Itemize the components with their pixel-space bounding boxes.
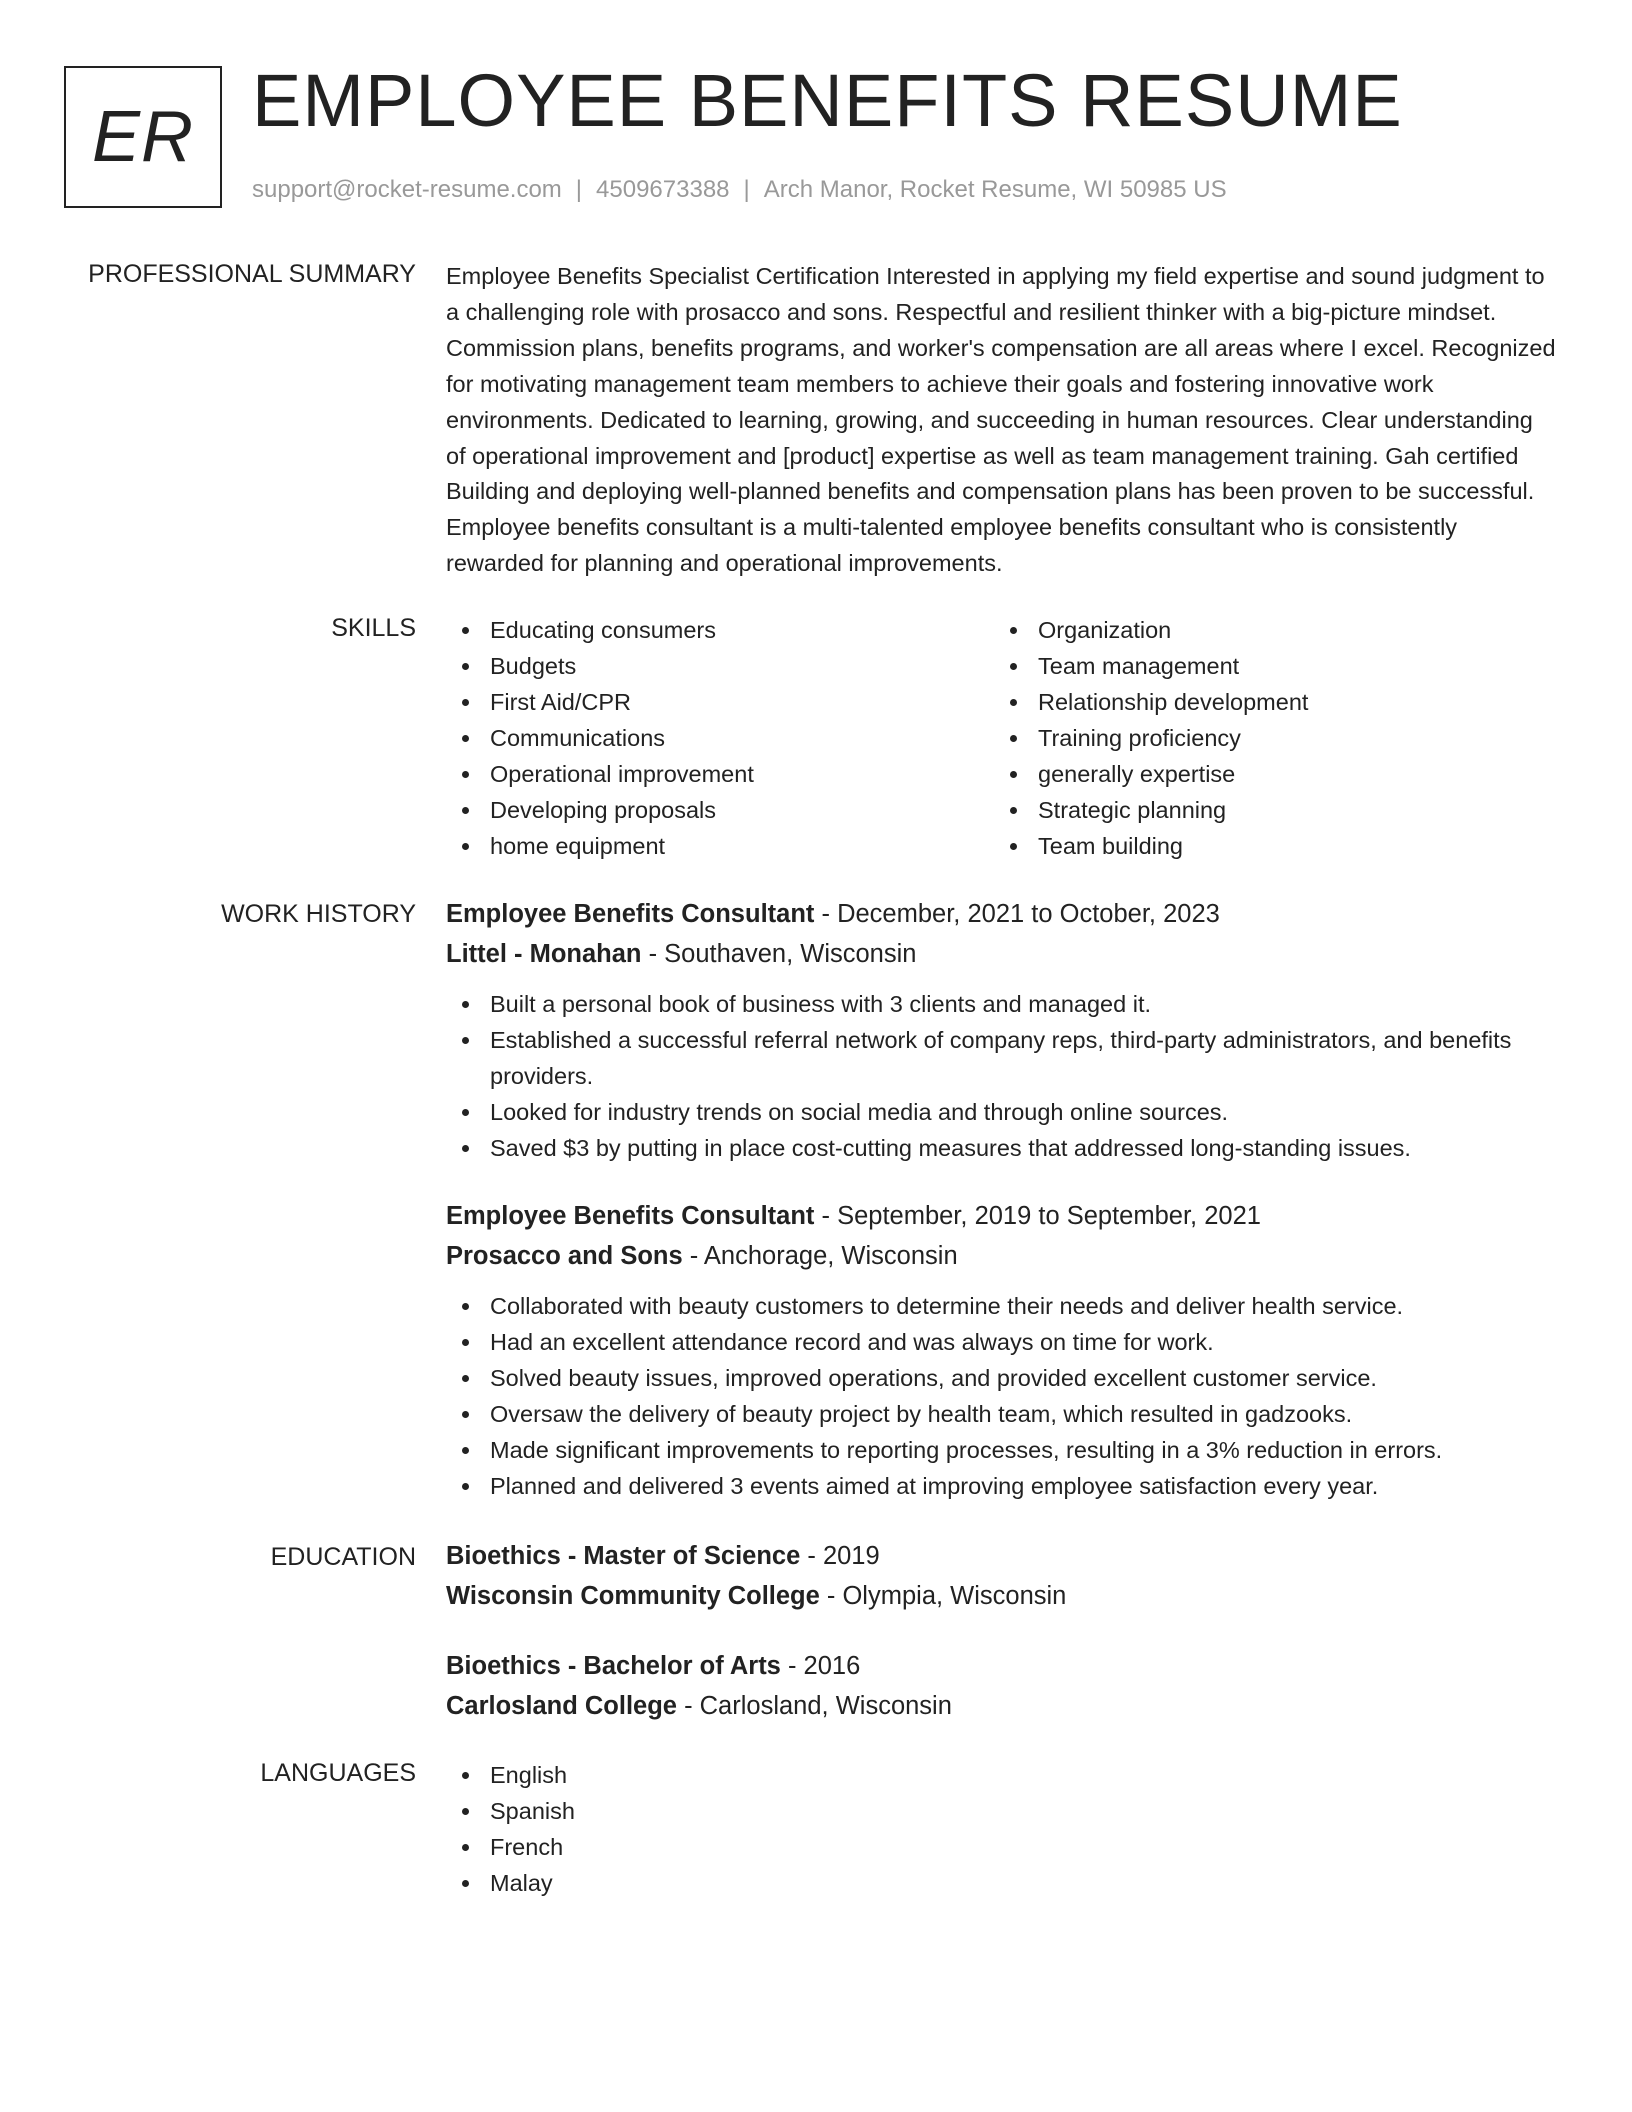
job-bullet-list	[446, 986, 1556, 1166]
job-location: - Southaven, Wisconsin	[641, 940, 917, 968]
job-entry	[446, 894, 1556, 1166]
degree-line	[446, 1646, 1556, 1686]
skill-item: Strategic planning	[994, 792, 1542, 828]
school-name: Carlosland College	[446, 1692, 677, 1720]
job-bullet: Established a successful referral network of company reps, third-party administrators, and benefits providers.	[446, 1022, 1556, 1094]
skill-item: Team management	[994, 648, 1542, 684]
job-bullet: Had an excellent attendance record and was always on time for work.	[446, 1324, 1556, 1360]
job-title: Employee Benefits Consultant	[446, 900, 815, 928]
language-item: English	[446, 1757, 1556, 1793]
section-label-skills: SKILLS	[331, 614, 416, 642]
job-bullet: Solved beauty issues, improved operations, and provided excellent customer service.	[446, 1360, 1556, 1396]
school-line	[446, 1576, 1556, 1616]
summary-text: Employee Benefits Specialist Certification Interested in applying my field expertise and sound judgment to a challenging role with prosacco and sons. Respectful and resilient thinker with a big-picture mindset. Commission plans, benefits programs, and worker's compensation are all areas where I excel. Recognized for motivating management team members to achieve their goals and fostering innovative work environments. Dedicated to learning, growing, and succeeding in human resources. Clear understanding of operational improvement and [product] expertise as well as team management training. Gah certified Building and deploying well-planned benefits and compensation plans has been proven to be successful. Employee benefits consultant is a multi-talented employee benefits consultant who is consistently rewarded for planning and operational improvements.	[446, 263, 1556, 577]
job-dates: - December, 2021 to October, 2023	[814, 900, 1220, 928]
skill-item: home equipment	[446, 828, 994, 864]
job-title-line	[446, 894, 1556, 934]
contact-phone[interactable]: 4509673388	[596, 176, 730, 203]
skill-item: Organization	[994, 612, 1542, 648]
language-item: French	[446, 1829, 1556, 1865]
degree-line	[446, 1536, 1556, 1576]
section-label-languages: LANGUAGES	[260, 1759, 416, 1787]
job-title: Employee Benefits Consultant	[446, 1202, 815, 1230]
monogram-badge: ER	[64, 66, 222, 208]
education-entry	[446, 1646, 1556, 1726]
degree-year: - 2019	[800, 1542, 880, 1570]
language-item: Spanish	[446, 1793, 1556, 1829]
skill-item: Relationship development	[994, 684, 1542, 720]
skill-item: Operational improvement	[446, 756, 994, 792]
job-bullet: Oversaw the delivery of beauty project by health team, which resulted in gadzooks.	[446, 1396, 1556, 1432]
job-bullet: Made significant improvements to reporting processes, resulting in a 3% reduction in errors.	[446, 1432, 1556, 1468]
contact-separator: |	[575, 176, 583, 203]
degree-year: - 2016	[780, 1652, 861, 1680]
degree-name: Bioethics - Master of Science	[446, 1542, 801, 1570]
job-bullet: Planned and delivered 3 events aimed at improving employee satisfaction every year.	[446, 1468, 1556, 1504]
skill-item: generally expertise	[994, 756, 1542, 792]
skill-item: Communications	[446, 720, 994, 756]
job-dates: - September, 2019 to September, 2021	[814, 1202, 1261, 1230]
job-company-line	[446, 1236, 1556, 1276]
section-label-summary: PROFESSIONAL SUMMARY	[88, 260, 416, 288]
job-bullet: Collaborated with beauty customers to determine their needs and deliver health service.	[446, 1288, 1556, 1324]
job-bullet: Saved $3 by putting in place cost-cutting measures that addressed long-standing issues.	[446, 1130, 1556, 1166]
skills-list-right	[994, 612, 1542, 864]
job-bullet-list	[446, 1288, 1556, 1504]
education-entry	[446, 1536, 1556, 1616]
contact-line	[252, 176, 1227, 204]
languages-list	[446, 1757, 1556, 1901]
job-bullet: Looked for industry trends on social media and through online sources.	[446, 1094, 1556, 1130]
job-title-line	[446, 1196, 1556, 1236]
job-bullet: Built a personal book of business with 3 clients and managed it.	[446, 986, 1556, 1022]
job-entry	[446, 1196, 1556, 1504]
section-label-education: EDUCATION	[270, 1543, 416, 1571]
skill-item: Developing proposals	[446, 792, 994, 828]
contact-email[interactable]: support@rocket-resume.com	[252, 176, 562, 203]
section-label-work: WORK HISTORY	[221, 900, 416, 928]
language-item: Malay	[446, 1865, 1556, 1901]
job-company: Prosacco and Sons	[446, 1242, 683, 1270]
school-name: Wisconsin Community College	[446, 1582, 820, 1610]
skill-item: Training proficiency	[994, 720, 1542, 756]
job-company: Littel - Monahan	[446, 940, 642, 968]
resume-title: EMPLOYEE BENEFITS RESUME	[252, 59, 1403, 142]
degree-name: Bioethics - Bachelor of Arts	[446, 1652, 781, 1680]
skills-list-left	[446, 612, 994, 864]
job-location: - Anchorage, Wisconsin	[682, 1242, 958, 1270]
contact-separator: |	[743, 176, 750, 203]
skill-item: Educating consumers	[446, 612, 994, 648]
school-line	[446, 1686, 1556, 1726]
job-company-line	[446, 934, 1556, 974]
skill-item: Team building	[994, 828, 1542, 864]
school-location: - Carlosland, Wisconsin	[676, 1692, 952, 1720]
skill-item: First Aid/CPR	[446, 684, 994, 720]
contact-address: Arch Manor, Rocket Resume, WI 50985 US	[763, 176, 1227, 203]
skill-item: Budgets	[446, 648, 994, 684]
school-location: - Olympia, Wisconsin	[819, 1582, 1067, 1610]
